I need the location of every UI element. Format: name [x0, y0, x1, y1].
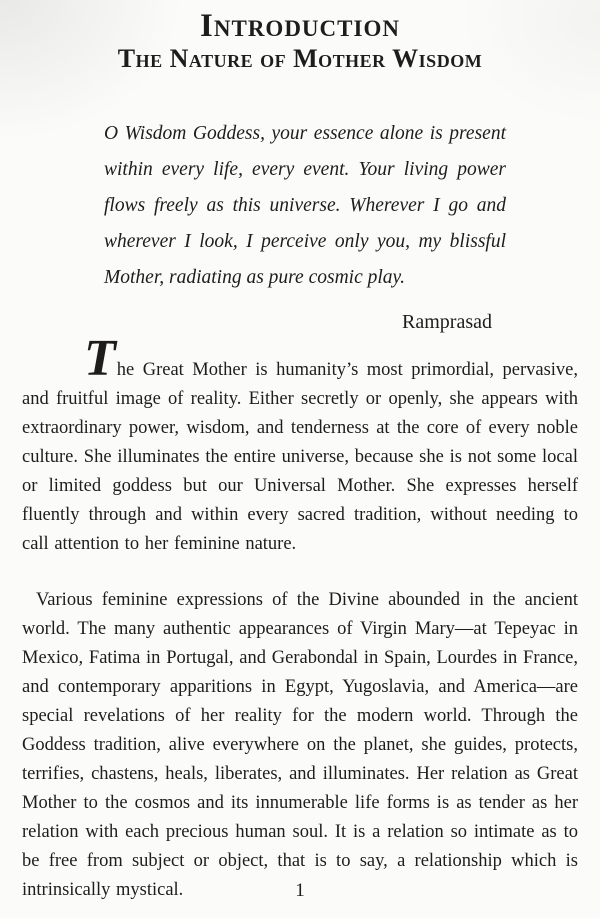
epigraph-attribution: Ramprasad — [402, 311, 492, 333]
drop-cap-initial: T — [84, 330, 115, 387]
chapter-title: Introduction — [200, 8, 400, 44]
body-paragraph-2: Various feminine expressions of the Divine abounded in the ancient world. The many authentic appearances of Virgin Mary—at Tepeyac in Mexico, Fatima in Portugal, and Gerabondal in Spain, Lourdes in France, and contemporary apparitions in Egypt, Yugoslavia, and America—are special revelations of her reality for the modern world. Through the Goddess tradition, alive everywhere on the planet, she guides, protects, terrifies, chastens, heals, liberates, and illuminates. Her relation as Great Mother to the cosmos and its innumerable life forms is as tender as her relation with each precious human soul. It is a relation so intimate as to be free from subject or object, that is to say, a relationship which is intrinsically mystical. — [22, 590, 578, 900]
page-number: 1 — [295, 880, 305, 901]
body-paragraph-1 — [22, 330, 578, 559]
body-paragraph-1-text: he Great Mother is humanity’s most primordial, pervasive, and fruitful image of reality. Either secretly or openly, she appears with extraordinary power, wisdom, and tenderness at the core of every noble culture. She illuminates the entire universe, because she is not some local or limited goddess but our Universal Mother. She expresses herself fluently through and within every sacred tradition, without needing to call attention to her feminine nature. — [22, 360, 578, 554]
chapter-subtitle: The Nature of Mother Wisdom — [117, 44, 483, 73]
epigraph-quote: O Wisdom Goddess, your essence alone is present within every life, every event. Your living power flows freely as this universe. Wherever I go and wherever I look, I perceive only you, my blissful Mother, radiating as pure cosmic play. — [104, 123, 506, 288]
